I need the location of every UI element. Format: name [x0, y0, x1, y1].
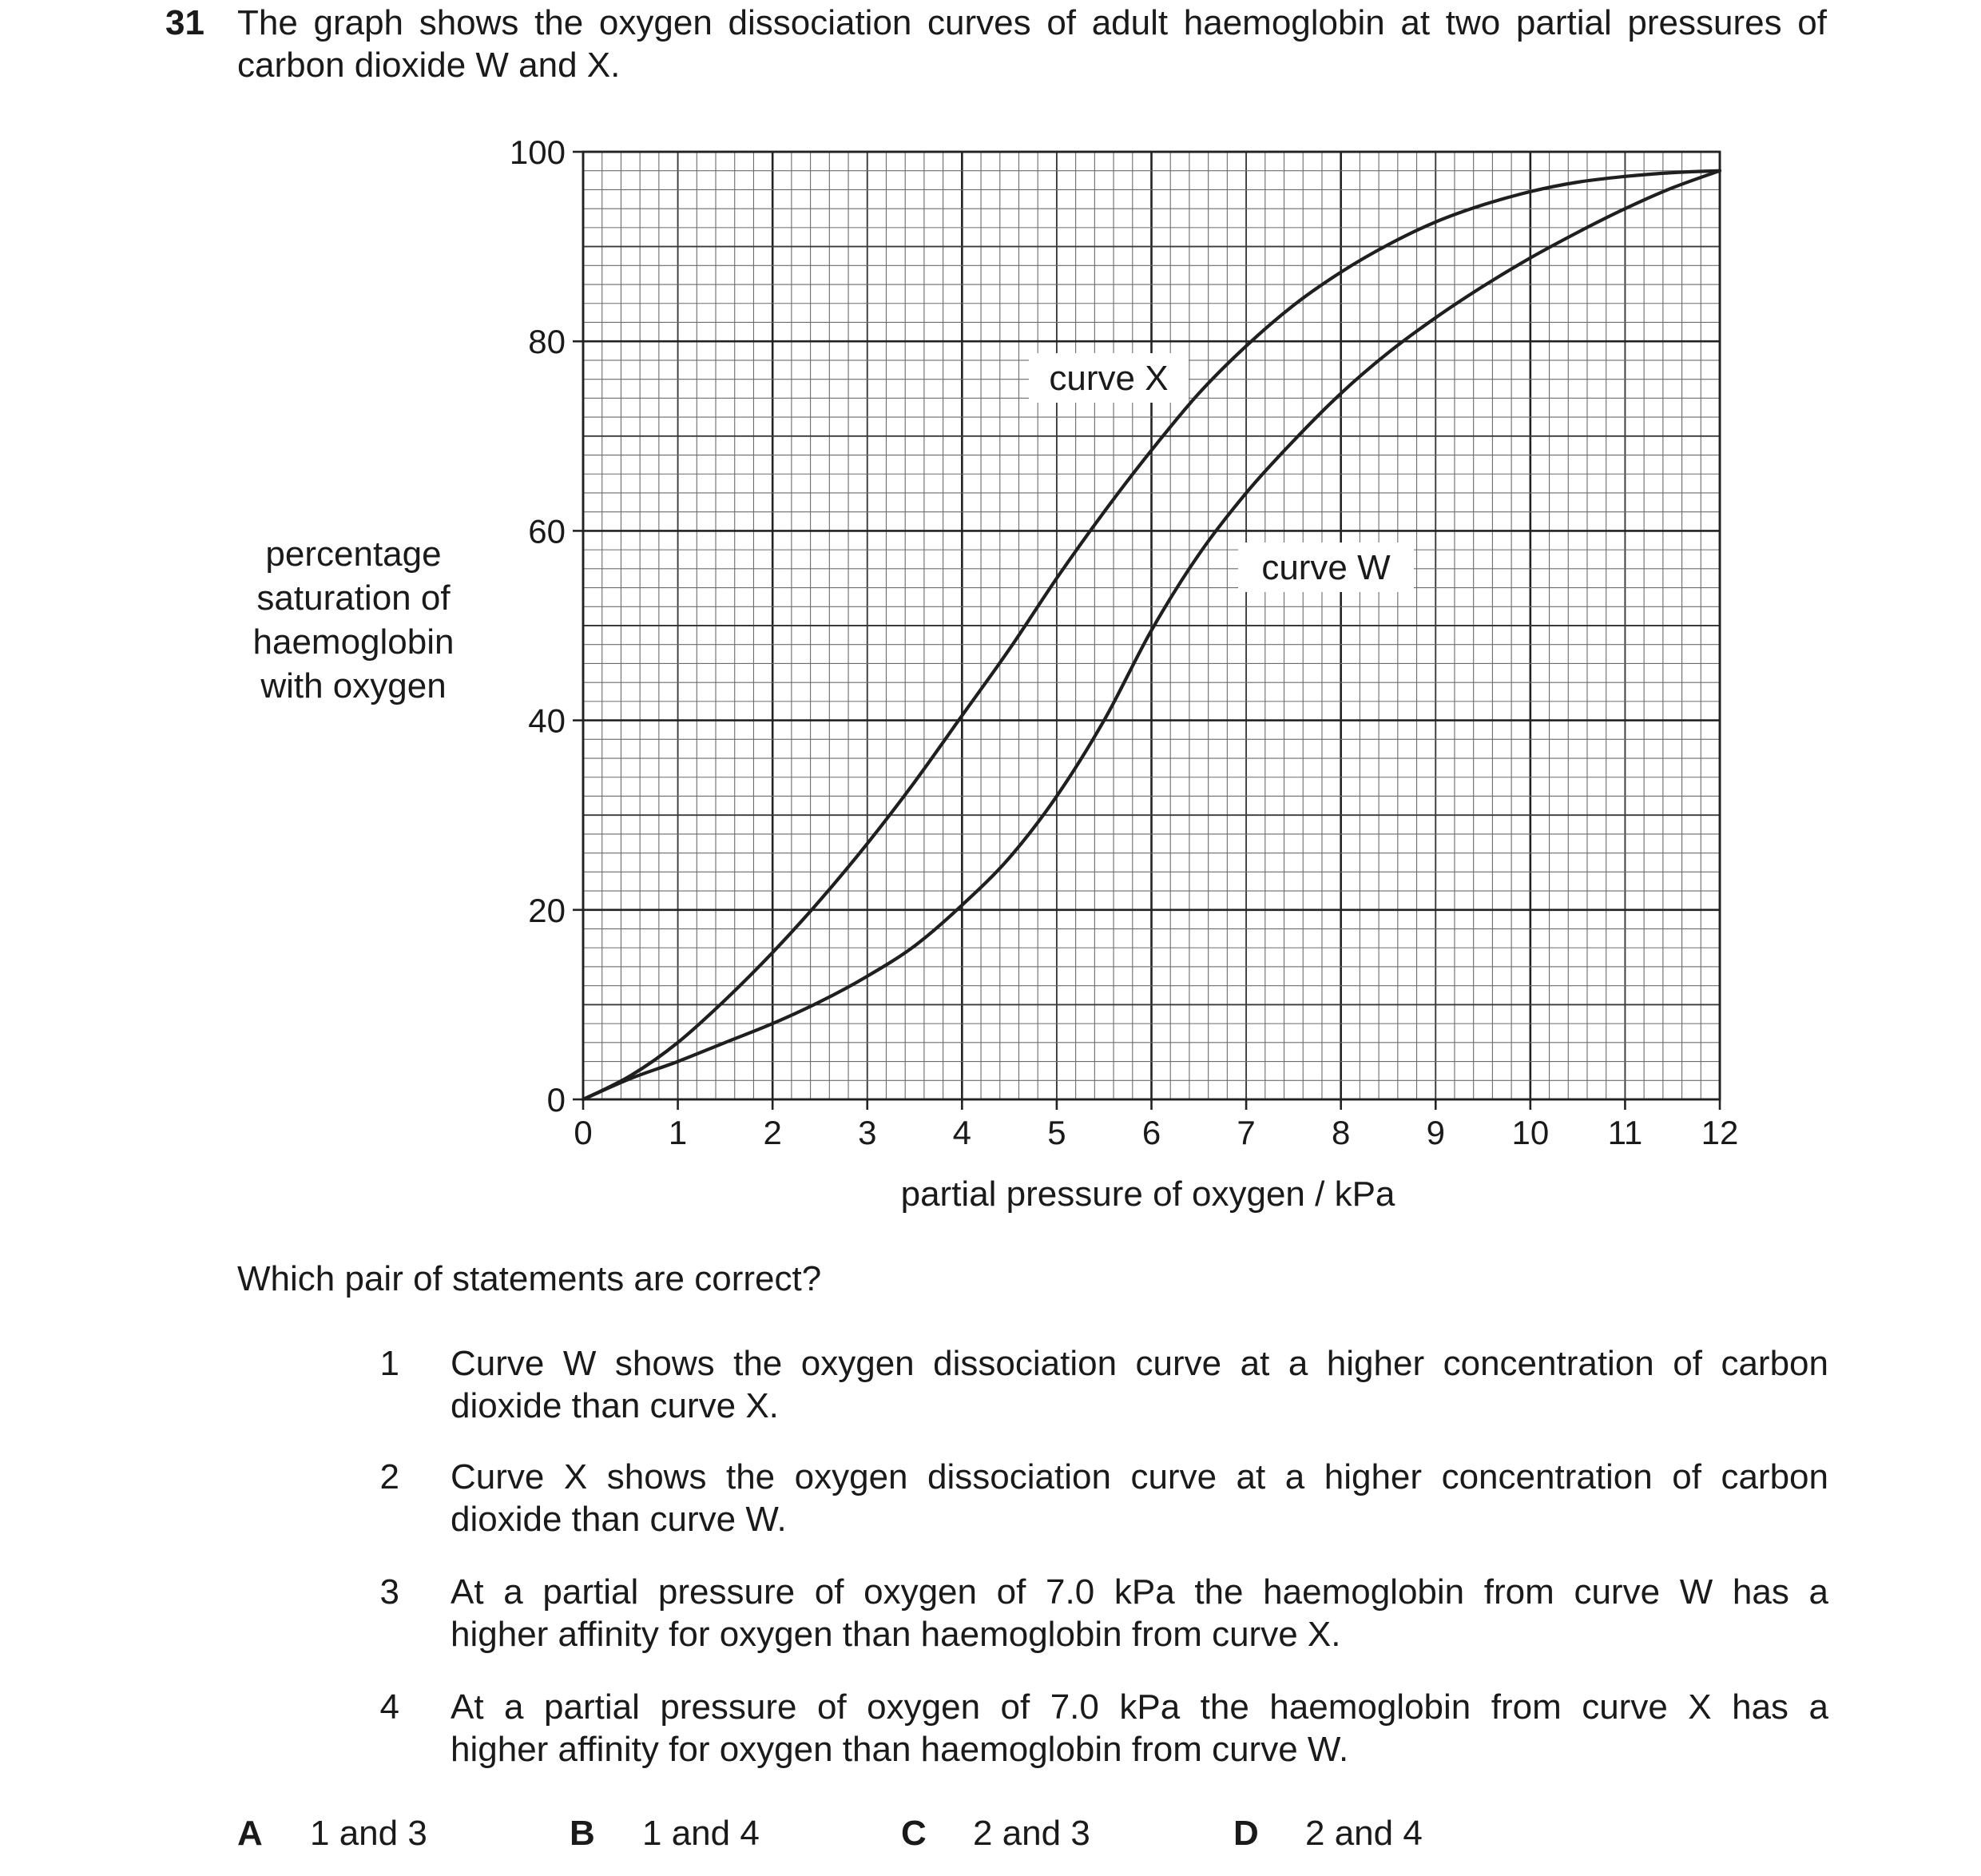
option-b-text[interactable]: 1 and 4	[642, 1814, 760, 1853]
statement-line: dioxide than curve W.	[451, 1500, 787, 1539]
statement-line: dioxide than curve X.	[451, 1386, 779, 1425]
x-tick-label: 11	[1607, 1114, 1643, 1151]
statement-line: higher affinity for oxygen than haemoglobin from curve X.	[451, 1615, 1341, 1654]
x-tick-label: 2	[763, 1114, 782, 1151]
statement-1	[451, 1342, 1828, 1427]
option-c-letter[interactable]: C	[901, 1814, 927, 1853]
graph-paper-grid	[583, 152, 1720, 1099]
question-prompt: Which pair of statements are correct?	[237, 1259, 822, 1298]
y-tick-label: 40	[528, 702, 566, 740]
x-tick-label: 0	[574, 1114, 593, 1151]
x-tick-label: 12	[1701, 1114, 1739, 1151]
statement-line: higher affinity for oxygen than haemoglobin from curve W.	[451, 1730, 1349, 1769]
y-axis-label-line: saturation of	[256, 578, 451, 618]
x-tick-label: 4	[952, 1114, 972, 1151]
curve-x-label: curve X	[1049, 359, 1169, 398]
curve-w-label: curve W	[1261, 548, 1391, 587]
y-tick-label: 100	[509, 133, 566, 171]
question-stem-line-1: The graph shows the oxygen dissociation curves of adult haemoglobin at two partial pressures of	[237, 3, 1827, 42]
y-axis-label-line: with oxygen	[260, 666, 447, 705]
x-tick-label: 10	[1511, 1114, 1550, 1151]
axis-tick-labels	[510, 133, 1738, 1151]
y-tick-label: 20	[528, 891, 566, 929]
statement-line: At a partial pressure of oxygen of 7.0 kPa the haemoglobin from curve W has a	[451, 1572, 1828, 1612]
x-axis-label: partial pressure of oxygen / kPa	[900, 1174, 1395, 1214]
y-tick-label: 80	[528, 323, 566, 361]
statement-4	[451, 1686, 1828, 1771]
statement-number: 4	[379, 1687, 399, 1727]
statement-number: 2	[379, 1457, 399, 1496]
x-tick-label: 1	[668, 1114, 688, 1151]
question-stem-line-2: carbon dioxide W and X.	[237, 46, 621, 85]
x-tick-label: 6	[1141, 1114, 1161, 1151]
x-tick-label: 8	[1331, 1114, 1351, 1151]
x-tick-label: 5	[1047, 1114, 1066, 1151]
x-tick-label: 7	[1237, 1114, 1256, 1151]
statement-3	[451, 1571, 1828, 1655]
option-d-letter[interactable]: D	[1233, 1814, 1259, 1853]
statement-number: 3	[379, 1572, 399, 1612]
x-tick-label: 3	[858, 1114, 877, 1151]
statement-line: Curve X shows the oxygen dissociation curve at a higher concentration of carbon	[451, 1457, 1828, 1496]
curve-annotations	[1029, 353, 1414, 592]
y-tick-label: 0	[546, 1081, 566, 1119]
option-b-letter[interactable]: B	[570, 1814, 595, 1853]
option-a-text[interactable]: 1 and 3	[310, 1814, 427, 1853]
statement-2	[451, 1456, 1828, 1540]
statement-number: 1	[379, 1344, 399, 1383]
x-tick-label: 9	[1426, 1114, 1445, 1151]
option-c-text[interactable]: 2 and 3	[973, 1814, 1090, 1853]
axis-ticks	[573, 152, 1720, 1110]
y-tick-label: 60	[528, 512, 566, 550]
y-axis-label-line: haemoglobin	[252, 622, 455, 662]
question-number: 31	[165, 3, 204, 42]
statement-line: Curve W shows the oxygen dissociation curve at a higher concentration of carbon	[451, 1344, 1828, 1383]
option-a-letter[interactable]: A	[237, 1814, 263, 1853]
option-d-text[interactable]: 2 and 4	[1305, 1814, 1423, 1853]
statement-line: At a partial pressure of oxygen of 7.0 kPa the haemoglobin from curve X has a	[451, 1687, 1828, 1727]
y-axis-label-line: percentage	[265, 535, 442, 574]
